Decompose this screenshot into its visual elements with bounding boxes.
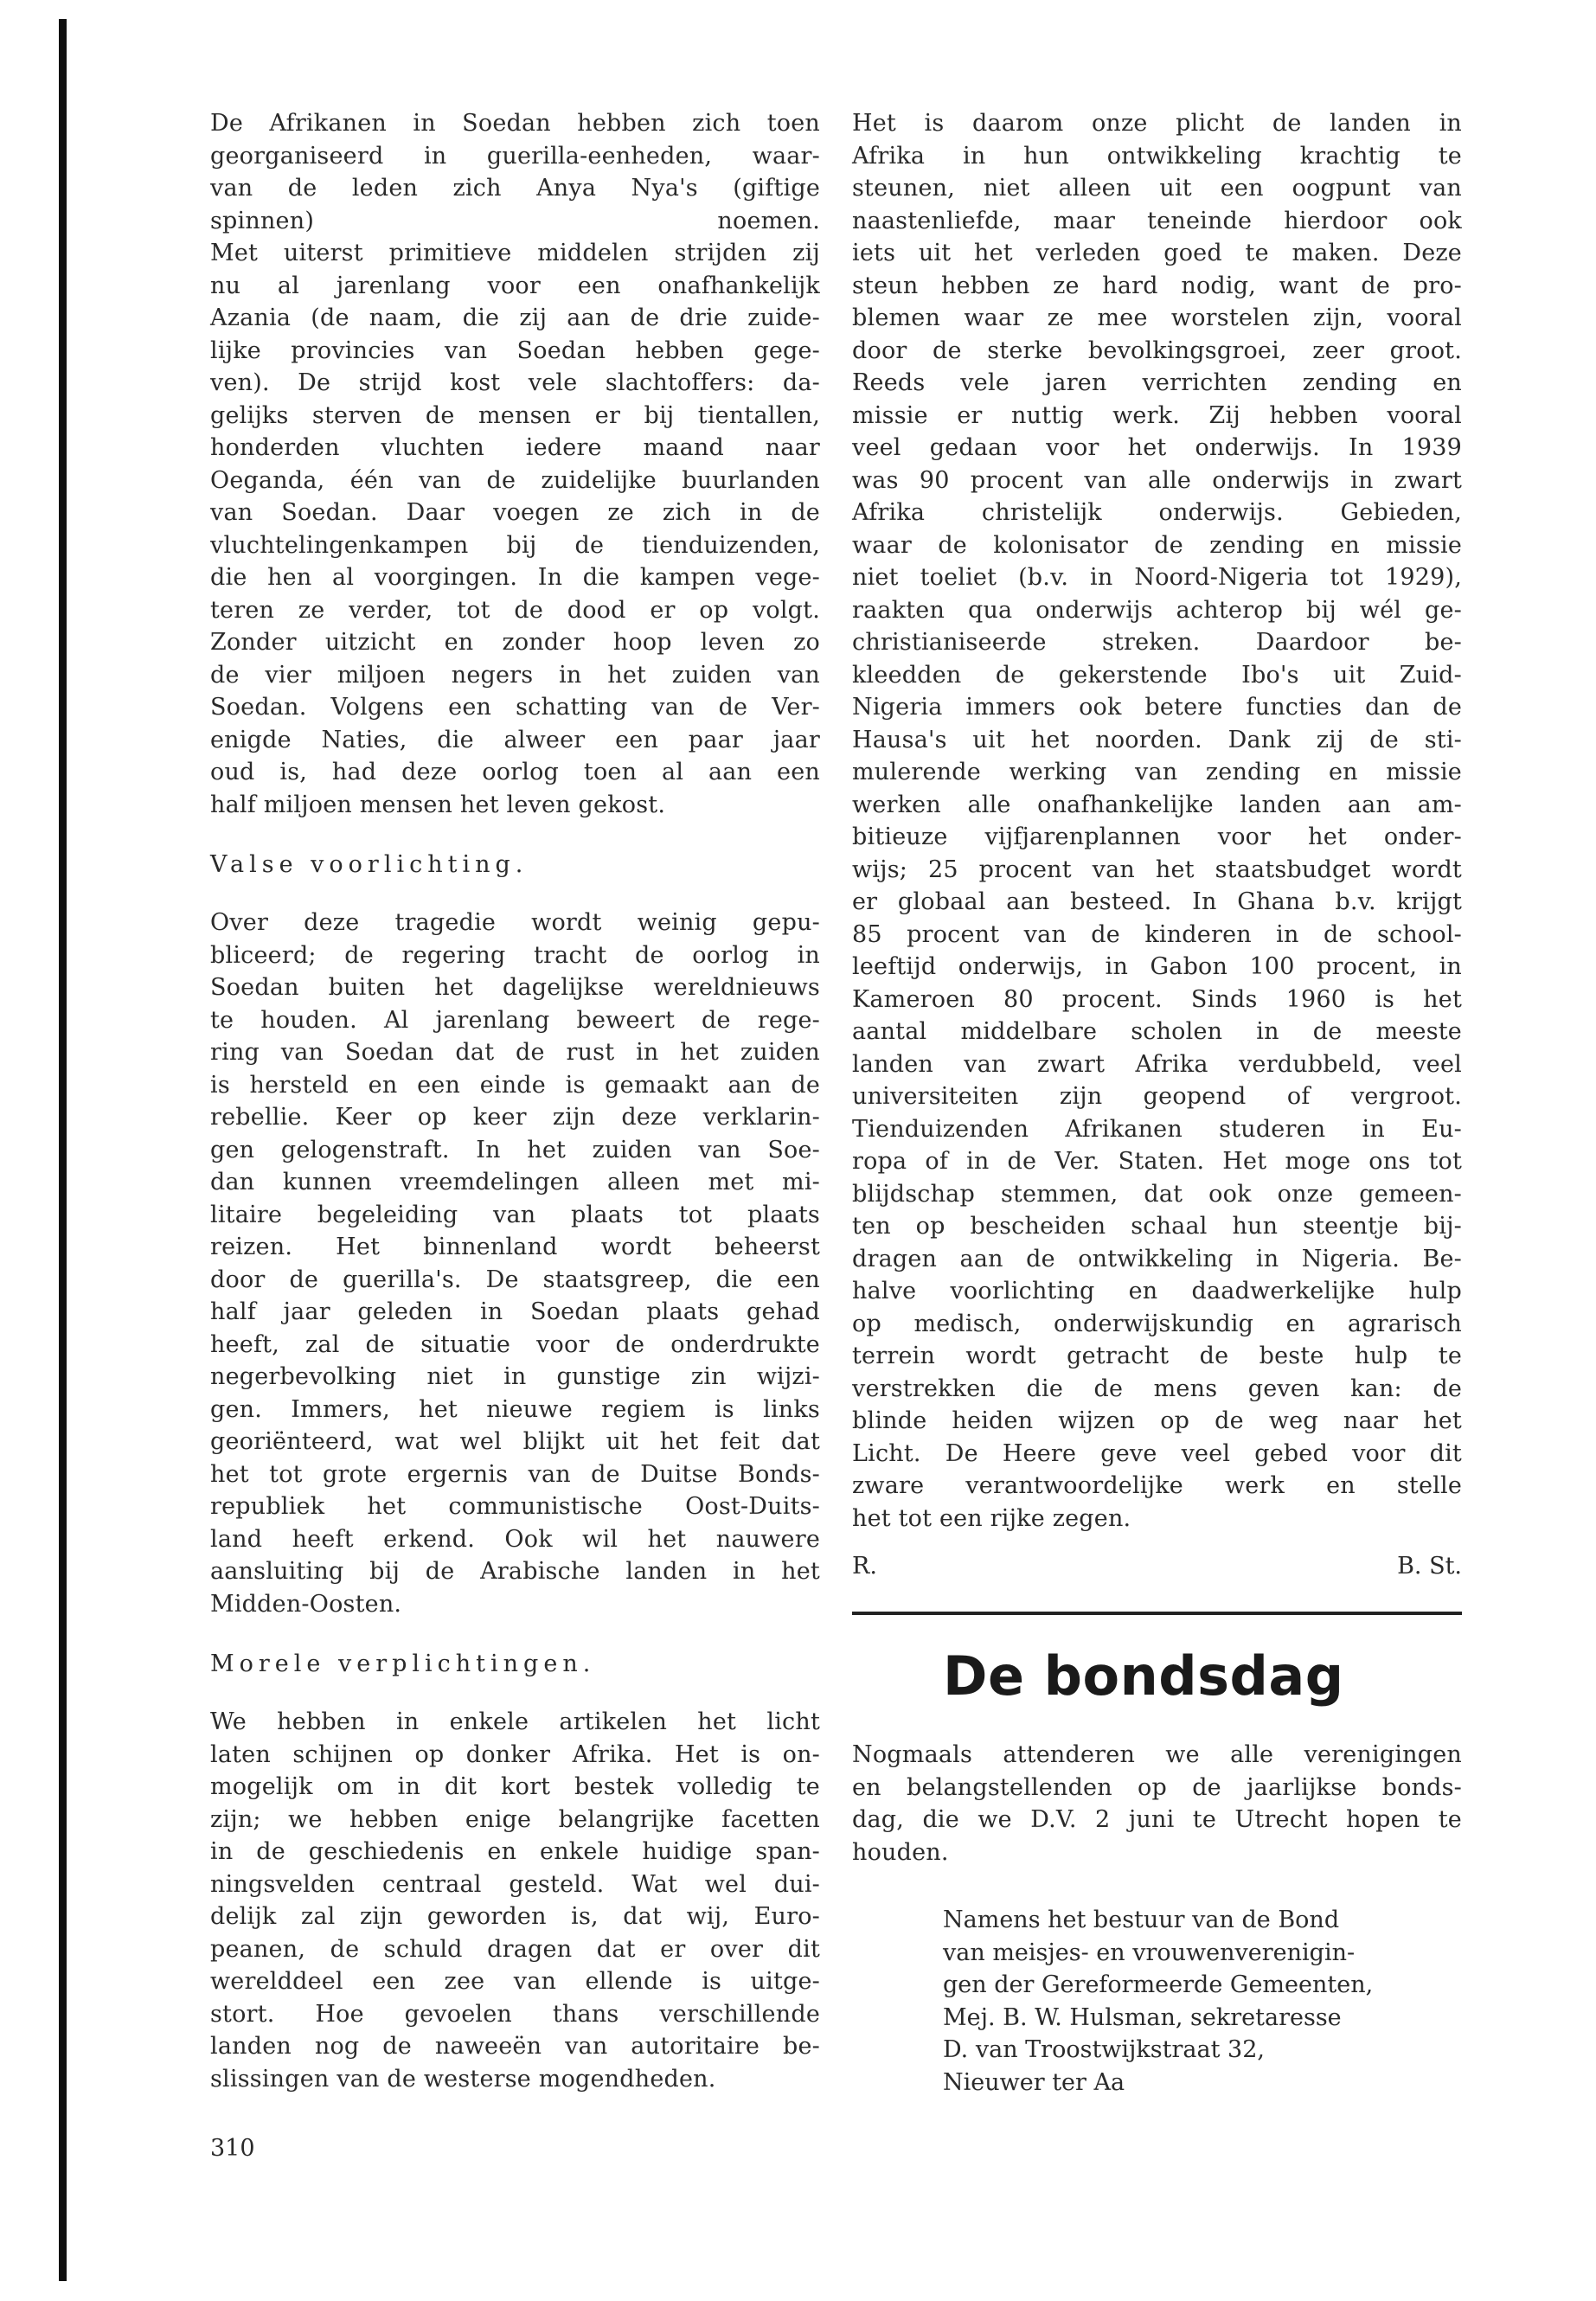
text-line: wijs; 25 procent van het staatsbudget wordt xyxy=(852,856,1462,883)
section-divider xyxy=(852,1612,1462,1615)
signature-line: D. van Troostwijkstraat 32, xyxy=(943,2036,1265,2063)
text-line: gelijks sterven de mensen er bij tientallen, xyxy=(210,401,820,429)
text-line: teren ze verder, tot de dood er op volgt. xyxy=(210,596,820,624)
text-line: Nogmaals attenderen we alle verenigingen xyxy=(852,1741,1462,1768)
text-line: De Afrikanen in Soedan hebben zich toen xyxy=(210,110,820,137)
text-line: land heeft erkend. Ook wil het nauwere xyxy=(210,1525,820,1553)
signoff-author: B. St. xyxy=(1397,1553,1462,1580)
text-line: negerbevolking niet in gunstige zin wijzi- xyxy=(210,1363,820,1390)
text-line: rebellie. Keer op keer zijn deze verklarin- xyxy=(210,1104,820,1131)
intro-paragraph xyxy=(210,107,820,821)
text-line: half jaar geleden in Soedan plaats gehad xyxy=(210,1298,820,1325)
text-line: zijn; we hebben enige belangrijke facetten xyxy=(210,1805,820,1833)
text-line: ten op bescheiden schaal hun steentje bij- xyxy=(852,1213,1462,1240)
text-line: zware verantwoordelijke werk en stelle xyxy=(852,1472,1462,1499)
text-line: in de geschiedenis en enkele huidige span- xyxy=(210,1838,820,1865)
text-line: mulerende werking van zending en missie xyxy=(852,759,1462,785)
text-line: missie er nuttig werk. Zij hebben vooral xyxy=(852,401,1462,429)
section-heading-morele-verplichtingen: Morele verplichtingen. xyxy=(210,1650,596,1677)
page-number: 310 xyxy=(210,2135,255,2162)
text-line: van de leden zich Anya Nya's (giftige xyxy=(210,175,820,202)
right-column xyxy=(852,107,1462,1582)
text-line: Het is daarom onze plicht de landen in xyxy=(852,110,1462,137)
left-column xyxy=(210,107,820,2095)
bondsdag-title: De bondsdag xyxy=(943,1644,1344,1708)
text-line: de vier miljoen negers in het zuiden van xyxy=(210,661,820,689)
scan-margin-bar xyxy=(59,19,67,2281)
text-line: ropa of in de Ver. Staten. Het moge ons tot xyxy=(852,1148,1462,1175)
text-line: slissingen van de westerse mogendheden. xyxy=(210,2065,716,2093)
text-line: lijke provincies van Soedan hebben gege- xyxy=(210,336,820,364)
right-column-body xyxy=(852,107,1462,1535)
signature-line: Nieuwer ter Aa xyxy=(943,2068,1125,2096)
text-line: Reeds vele jaren verrichten zending en xyxy=(852,369,1462,396)
text-line: half miljoen mensen het leven gekost. xyxy=(210,791,666,818)
text-line: Tienduizenden Afrikanen studeren in Eu- xyxy=(852,1115,1462,1143)
signature-line: Namens het bestuur van de Bond xyxy=(943,1907,1340,1933)
text-line: blinde heiden wijzen op de weg naar het xyxy=(852,1407,1462,1434)
text-line: terrein wordt getracht de beste hulp te xyxy=(852,1343,1462,1369)
text-line: het tot grote ergernis van de Duitse Bonds- xyxy=(210,1460,820,1488)
text-line: peanen, de schuld dragen dat er over dit xyxy=(210,1935,820,1963)
text-line: bitieuze vijfjarenplannen voor het onder- xyxy=(852,824,1462,850)
text-line: aansluiting bij de Arabische landen in het xyxy=(210,1558,820,1585)
text-line: ring van Soedan dat de rust in het zuiden xyxy=(210,1039,820,1066)
text-line: aantal middelbare scholen in de meeste xyxy=(852,1018,1462,1045)
text-line: blemen waar ze mee worstelen zijn, vooral xyxy=(852,304,1462,331)
text-line: honderden vluchten iedere maand naar xyxy=(210,434,820,461)
signature-line: van meisjes- en vrouwenverenigin- xyxy=(943,1939,1356,1966)
text-line: bliceerd; de regering tracht de oorlog in xyxy=(210,941,820,969)
text-line: christianiseerde streken. Daardoor be- xyxy=(852,629,1462,656)
text-line: heeft, zal de situatie voor de onderdrukte xyxy=(210,1330,820,1358)
text-line: delijk zal zijn geworden is, dat wij, Euro- xyxy=(210,1903,820,1930)
text-line: verstrekken die de mens geven kan: de xyxy=(852,1375,1462,1402)
section-morele-verplichtingen-body xyxy=(210,1706,820,2095)
text-line: landen nog de naweeën van autoritaire be- xyxy=(210,2033,820,2060)
text-line: republiek het communistische Oost-Duits- xyxy=(210,1493,820,1520)
text-line: Midden-Oosten. xyxy=(210,1590,402,1618)
text-line: mogelijk om in dit kort bestek volledig te xyxy=(210,1773,820,1800)
text-line: werken alle onafhankelijke landen aan am- xyxy=(852,791,1462,818)
text-line: blijdschap stemmen, dat ook onze gemeen- xyxy=(852,1180,1462,1208)
text-line: gen. Immers, het nieuwe regiem is links xyxy=(210,1395,820,1423)
text-line: Zonder uitzicht en zonder hoop leven zo xyxy=(210,629,820,656)
text-line: georganiseerd in guerilla-eenheden, waar- xyxy=(210,142,820,170)
section-valse-voorlichting-body xyxy=(210,907,820,1620)
text-line: kleedden de gekerstende Ibo's uit Zuid- xyxy=(852,661,1462,689)
text-line: was 90 procent van alle onderwijs in zwart xyxy=(852,466,1462,494)
bondsdag-announcement xyxy=(852,1739,1462,1868)
signature-line: gen der Gereformeerde Gemeenten, xyxy=(943,1971,1374,1998)
text-line: spinnen) noemen. xyxy=(210,207,820,234)
text-line: ningsvelden centraal gesteld. Wat wel dui- xyxy=(210,1870,820,1898)
text-line: er globaal aan besteed. In Ghana b.v. krijgt xyxy=(852,888,1462,915)
text-line: Soedan buiten het dagelijkse wereldnieuws xyxy=(210,974,820,1001)
text-line: te houden. Al jarenlang beweert de rege- xyxy=(210,1006,820,1034)
text-line: oud is, had deze oorlog toen al aan een xyxy=(210,759,820,785)
text-line: dag, die we D.V. 2 juni te Utrecht hopen te xyxy=(852,1806,1462,1833)
text-line: dragen aan de ontwikkeling in Nigeria. Be- xyxy=(852,1245,1462,1272)
text-line: halve voorlichting en daadwerkelijke hulp xyxy=(852,1278,1462,1304)
text-line: universiteiten zijn geopend of vergroot. xyxy=(852,1083,1462,1110)
bondsdag-body xyxy=(852,1739,1462,1868)
text-line: landen van zwart Afrika verdubbeld, veel xyxy=(852,1050,1462,1078)
text-line: Nigeria immers ook betere functies dan de xyxy=(852,694,1462,721)
text-line: Azania (de naam, die zij aan de drie zuide- xyxy=(210,304,820,331)
text-line: door de sterke bevolkingsgroei, zeer groot. xyxy=(852,336,1462,364)
section-heading-valse-voorlichting: Valse voorlichting. xyxy=(210,851,529,878)
text-line: houden. xyxy=(852,1838,949,1866)
text-line: Afrika christelijk onderwijs. Gebieden, xyxy=(852,499,1462,526)
text-line: We hebben in enkele artikelen het licht xyxy=(210,1708,820,1735)
text-line: die hen al voorgingen. In die kampen vege- xyxy=(210,564,820,591)
text-line: enigde Naties, die alweer een paar jaar xyxy=(210,726,820,753)
text-line: steun hebben ze hard nodig, want de pro- xyxy=(852,272,1462,299)
text-line: Afrika in hun ontwikkeling krachtig te xyxy=(852,142,1462,170)
text-line: Kameroen 80 procent. Sinds 1960 is het xyxy=(852,985,1462,1013)
text-line: waar de kolonisator de zending en missie xyxy=(852,531,1462,559)
text-line: Oeganda, één van de zuidelijke buurlanden xyxy=(210,466,820,494)
text-line: door de guerilla's. De staatsgreep, die een xyxy=(210,1266,820,1293)
text-line: veel gedaan voor het onderwijs. In 1939 xyxy=(852,434,1462,461)
text-line: stort. Hoe gevoelen thans verschillende xyxy=(210,2000,820,2028)
signoff-left: R. xyxy=(852,1553,877,1580)
text-line: ven). De strijd kost vele slachtoffers: da- xyxy=(210,369,820,396)
text-line: is hersteld en een einde is gemaakt aan de xyxy=(210,1071,820,1099)
text-line: niet toeliet (b.v. in Noord-Nigeria tot 1929), xyxy=(852,564,1462,591)
text-line: gen gelogenstraft. In het zuiden van Soe- xyxy=(210,1136,820,1163)
text-line: vluchtelingenkampen bij de tienduizenden, xyxy=(210,531,820,559)
text-line: Licht. De Heere geve veel gebed voor dit xyxy=(852,1439,1462,1467)
text-line: en belangstellenden op de jaarlijkse bonds- xyxy=(852,1773,1462,1801)
text-line: reizen. Het binnenland wordt beheerst xyxy=(210,1234,820,1260)
text-line: van Soedan. Daar voegen ze zich in de xyxy=(210,499,820,526)
text-line: Over deze tragedie wordt weinig gepu- xyxy=(210,909,820,936)
text-line: steunen, niet alleen uit een oogpunt van xyxy=(852,175,1462,202)
text-line: litaire begeleiding van plaats tot plaats xyxy=(210,1201,820,1228)
text-line: dan kunnen vreemdelingen alleen met mi- xyxy=(210,1169,820,1195)
text-line: 85 procent van de kinderen in de school- xyxy=(852,920,1462,948)
text-line: het tot een rijke zegen. xyxy=(852,1504,1131,1532)
text-line: raakten qua onderwijs achterop bij wél ge- xyxy=(852,596,1462,624)
text-line: Hausa's uit het noorden. Dank zij de sti- xyxy=(852,726,1462,753)
text-line: nu al jarenlang voor een onafhankelijk xyxy=(210,272,820,299)
text-line: op medisch, onderwijskundig en agrarisch xyxy=(852,1310,1462,1337)
bondsdag-signature xyxy=(943,1904,1462,2099)
text-line: naastenliefde, maar teneinde hierdoor ook xyxy=(852,207,1462,234)
signature-line: Mej. B. W. Hulsman, sekretaresse xyxy=(943,2003,1342,2031)
article-signoff xyxy=(852,1550,1462,1582)
text-line: iets uit het verleden goed te maken. Deze xyxy=(852,240,1462,266)
text-line: georiënteerd, wat wel blijkt uit het feit dat xyxy=(210,1428,820,1455)
text-line: leeftijd onderwijs, in Gabon 100 procent, in xyxy=(852,953,1462,980)
text-line: Met uiterst primitieve middelen strijden zij xyxy=(210,240,820,266)
text-line: Soedan. Volgens een schatting van de Ver- xyxy=(210,694,820,721)
text-line: werelddeel een zee van ellende is uitge- xyxy=(210,1968,820,1995)
text-line: laten schijnen op donker Afrika. Het is on- xyxy=(210,1740,820,1768)
